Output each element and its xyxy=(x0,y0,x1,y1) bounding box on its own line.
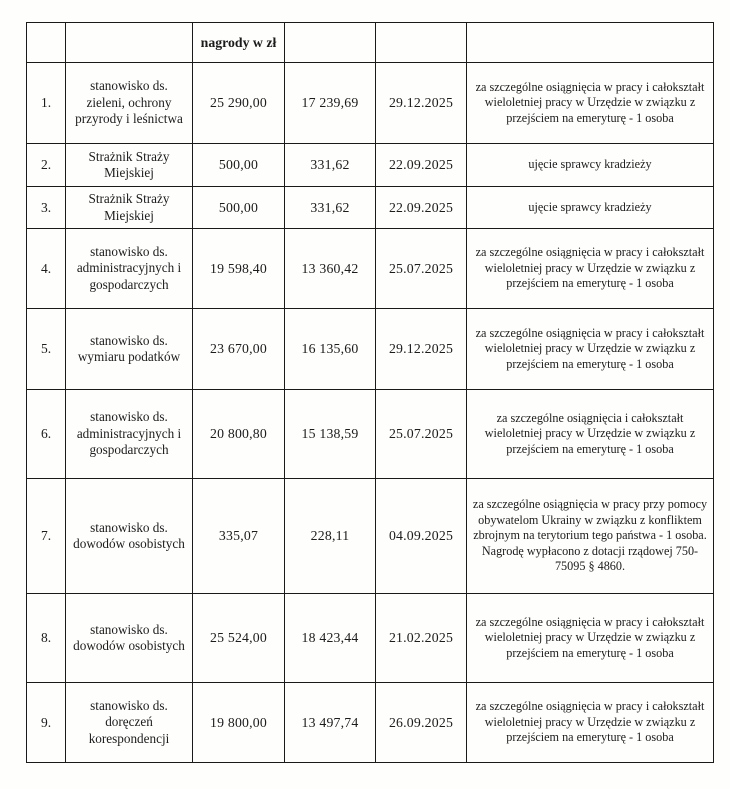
cell-position: stanowisko ds. zieleni, ochrony przyrody i leśnictwa xyxy=(66,63,193,144)
table-row xyxy=(27,229,714,309)
cell-justification: za szczególne osiągnięcia w pracy i całokształt wieloletniej pracy w Urzędzie w związku z przejściem na emeryturę - 1 osoba xyxy=(467,63,714,144)
cell-amount-net: 331,62 xyxy=(285,144,376,187)
cell-row-number: 4. xyxy=(27,229,66,309)
cell-amount-gross: 20 800,80 xyxy=(193,390,285,479)
header-cell-no xyxy=(27,23,66,63)
table-row xyxy=(27,390,714,479)
cell-position: stanowisko ds. doręczeń korespondencji xyxy=(66,683,193,763)
cell-amount-gross: 500,00 xyxy=(193,187,285,229)
header-cell-justification xyxy=(467,23,714,63)
cell-position: stanowisko ds. administracyjnych i gospodarczych xyxy=(66,229,193,309)
cell-justification: za szczególne osiągnięcia w pracy i całokształt wieloletniej pracy w Urzędzie w związku z przejściem na emeryturę - 1 osoba xyxy=(467,683,714,763)
cell-amount-net: 18 423,44 xyxy=(285,594,376,683)
cell-position: Strażnik Straży Miejskiej xyxy=(66,187,193,229)
cell-row-number: 5. xyxy=(27,309,66,390)
cell-date: 26.09.2025 xyxy=(376,683,467,763)
cell-position: Strażnik Straży Miejskiej xyxy=(66,144,193,187)
table-row xyxy=(27,144,714,187)
cell-justification: ujęcie sprawcy kradzieży xyxy=(467,144,714,187)
cell-amount-gross: 25 290,00 xyxy=(193,63,285,144)
cell-justification: za szczególne osiągnięcia i całokształt wieloletniej pracy w Urzędzie w związku z przejściem na emeryturę - 1 osoba xyxy=(467,390,714,479)
cell-date: 25.07.2025 xyxy=(376,229,467,309)
cell-position: stanowisko ds. dowodów osobistych xyxy=(66,594,193,683)
cell-amount-gross: 25 524,00 xyxy=(193,594,285,683)
cell-row-number: 7. xyxy=(27,479,66,594)
cell-position: stanowisko ds. administracyjnych i gospodarczych xyxy=(66,390,193,479)
cell-justification: za szczególne osiągnięcia w pracy przy pomocy obywatelom Ukrainy w związku z konfliktem zbrojnym na terytorium tego państwa - 1 osoba. Nagrodę wypłacono z dotacji rządowej 750-75095 § 4860. xyxy=(467,479,714,594)
table-row xyxy=(27,63,714,144)
header-cell-amount-net xyxy=(285,23,376,63)
cell-justification: ujęcie sprawcy kradzieży xyxy=(467,187,714,229)
cell-date: 29.12.2025 xyxy=(376,309,467,390)
cell-date: 25.07.2025 xyxy=(376,390,467,479)
cell-amount-net: 331,62 xyxy=(285,187,376,229)
cell-amount-net: 13 497,74 xyxy=(285,683,376,763)
cell-amount-net: 17 239,69 xyxy=(285,63,376,144)
cell-date: 22.09.2025 xyxy=(376,187,467,229)
table-row xyxy=(27,683,714,763)
cell-amount-gross: 500,00 xyxy=(193,144,285,187)
cell-row-number: 6. xyxy=(27,390,66,479)
cell-position: stanowisko ds. dowodów osobistych xyxy=(66,479,193,594)
cell-date: 21.02.2025 xyxy=(376,594,467,683)
awards-table xyxy=(26,22,714,763)
table-row xyxy=(27,479,714,594)
cell-amount-gross: 19 598,40 xyxy=(193,229,285,309)
header-cell-amount-gross: nagrody w zł xyxy=(193,23,285,63)
cell-amount-net: 228,11 xyxy=(285,479,376,594)
cell-amount-gross: 23 670,00 xyxy=(193,309,285,390)
cell-amount-net: 15 138,59 xyxy=(285,390,376,479)
header-cell-date xyxy=(376,23,467,63)
table-header-row xyxy=(27,23,714,63)
table-row xyxy=(27,309,714,390)
cell-row-number: 3. xyxy=(27,187,66,229)
table-row xyxy=(27,187,714,229)
cell-date: 22.09.2025 xyxy=(376,144,467,187)
cell-justification: za szczególne osiągnięcia w pracy i całokształt wieloletniej pracy w Urzędzie w związku z przejściem na emeryturę - 1 osoba xyxy=(467,594,714,683)
header-cell-position xyxy=(66,23,193,63)
cell-row-number: 8. xyxy=(27,594,66,683)
cell-amount-gross: 19 800,00 xyxy=(193,683,285,763)
cell-amount-net: 16 135,60 xyxy=(285,309,376,390)
cell-date: 29.12.2025 xyxy=(376,63,467,144)
table-row xyxy=(27,594,714,683)
cell-row-number: 2. xyxy=(27,144,66,187)
cell-justification: za szczególne osiągnięcia w pracy i całokształt wieloletniej pracy w Urzędzie w związku z przejściem na emeryturę - 1 osoba xyxy=(467,229,714,309)
cell-position: stanowisko ds. wymiaru podatków xyxy=(66,309,193,390)
cell-row-number: 9. xyxy=(27,683,66,763)
cell-date: 04.09.2025 xyxy=(376,479,467,594)
cell-amount-gross: 335,07 xyxy=(193,479,285,594)
cell-amount-net: 13 360,42 xyxy=(285,229,376,309)
cell-justification: za szczególne osiągnięcia w pracy i całokształt wieloletniej pracy w Urzędzie w związku z przejściem na emeryturę - 1 osoba xyxy=(467,309,714,390)
cell-row-number: 1. xyxy=(27,63,66,144)
